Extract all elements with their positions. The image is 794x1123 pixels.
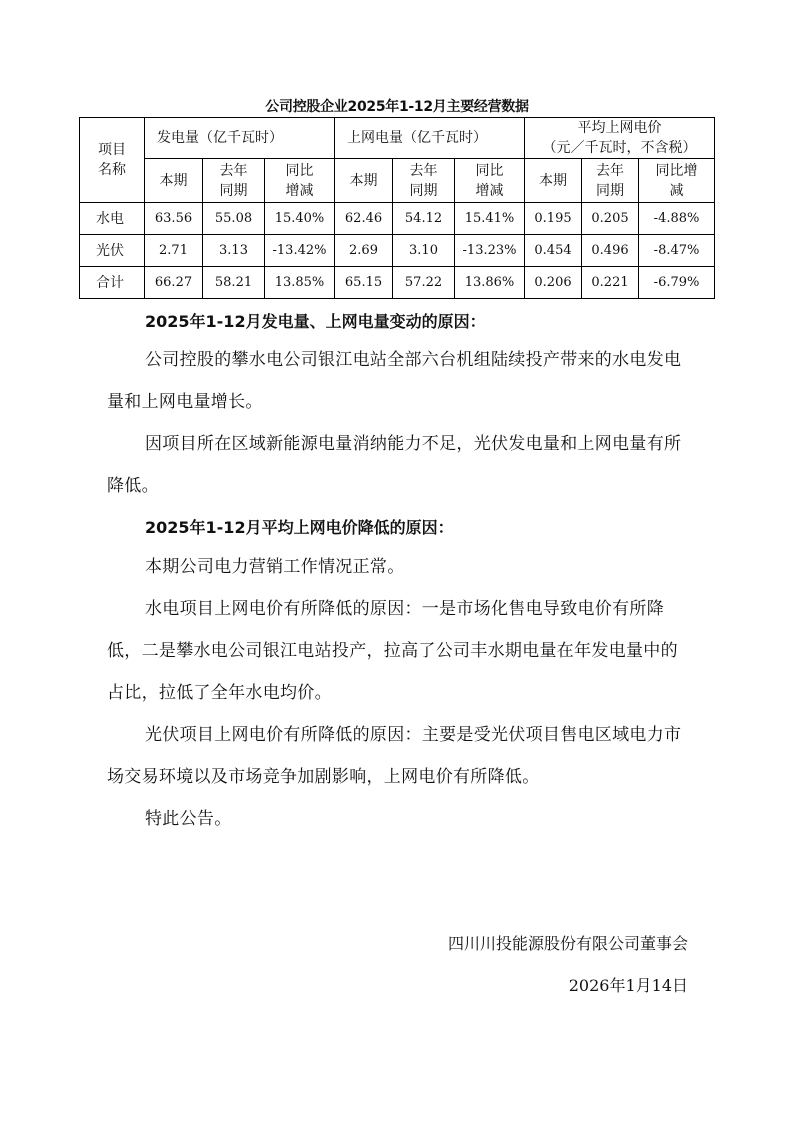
subheader-last-year: 去年 同期	[393, 159, 455, 203]
paragraph-marketing-normal: 本期公司电力营销工作情况正常。	[145, 557, 405, 577]
table-header-row	[80, 118, 715, 159]
cell-price-current: 0.454	[525, 235, 582, 267]
subheader-last-year: 去年 同期	[582, 159, 639, 203]
cell-price-yoy: -8.47%	[639, 235, 715, 267]
cell-price-current: 0.195	[525, 203, 582, 235]
cell-grid-current: 65.15	[335, 267, 393, 299]
table-row	[80, 267, 715, 299]
cell-price-current: 0.206	[525, 267, 582, 299]
cell-price-last: 0.205	[582, 203, 639, 235]
cell-gen-current: 66.27	[145, 267, 203, 299]
subheader-yoy: 同比 增减	[455, 159, 525, 203]
cell-gen-last: 55.08	[203, 203, 265, 235]
cell-gen-current: 63.56	[145, 203, 203, 235]
header-grid-power: 上网电量（亿千瓦时）	[335, 118, 525, 159]
cell-gen-yoy: 15.40%	[265, 203, 335, 235]
cell-grid-last: 3.10	[393, 235, 455, 267]
cell-grid-last: 57.22	[393, 267, 455, 299]
section-heading-price: 2025年1-12月平均上网电价降低的原因：	[145, 518, 454, 537]
cell-grid-current: 2.69	[335, 235, 393, 267]
table-row	[80, 203, 715, 235]
table-title: 公司控股企业2025年1-12月主要经营数据	[265, 99, 529, 115]
cell-grid-yoy: 13.86%	[455, 267, 525, 299]
subheader-current: 本期	[335, 159, 393, 203]
cell-grid-yoy: 15.41%	[455, 203, 525, 235]
table-subheader-row	[80, 159, 715, 203]
cell-price-yoy: -6.79%	[639, 267, 715, 299]
header-generation: 发电量（亿千瓦时）	[145, 118, 335, 159]
paragraph-closing: 特此公告。	[145, 809, 232, 829]
cell-gen-yoy: 13.85%	[265, 267, 335, 299]
cell-gen-current: 2.71	[145, 235, 203, 267]
subheader-yoy: 同比增 减	[639, 159, 715, 203]
header-avg-price: 平均上网电价 （元／千瓦时，不含税）	[525, 118, 715, 159]
cell-grid-last: 54.12	[393, 203, 455, 235]
signature-date: 2026年1月14日	[568, 976, 688, 995]
cell-price-last: 0.496	[582, 235, 639, 267]
cell-gen-last: 58.21	[203, 267, 265, 299]
paragraph-hydro-price: 水电项目上网电价有所降低的原因：一是市场化售电导致电价有所降低，二是攀水电公司银江电站投产，拉高了公司丰水期电量在年发电量中的占比，拉低了全年水电均价。	[107, 599, 678, 703]
row-name: 合计	[80, 267, 145, 299]
subheader-current: 本期	[145, 159, 203, 203]
table-row	[80, 235, 715, 267]
subheader-last-year: 去年 同期	[203, 159, 265, 203]
paragraph-hydro-growth: 公司控股的攀水电公司银江电站全部六台机组陆续投产带来的水电发电量和上网电量增长。	[107, 350, 682, 412]
signature-company: 四川川投能源股份有限公司董事会	[447, 934, 688, 953]
cell-price-last: 0.221	[582, 267, 639, 299]
row-name: 水电	[80, 203, 145, 235]
cell-price-yoy: -4.88%	[639, 203, 715, 235]
header-item-name: 项目 名称	[80, 118, 145, 203]
paragraph-solar-decline: 因项目所在区域新能源电量消纳能力不足，光伏发电量和上网电量有所降低。	[107, 434, 682, 496]
cell-gen-last: 3.13	[203, 235, 265, 267]
cell-grid-yoy: -13.23%	[455, 235, 525, 267]
cell-grid-current: 62.46	[335, 203, 393, 235]
subheader-current: 本期	[525, 159, 582, 203]
cell-gen-yoy: -13.42%	[265, 235, 335, 267]
operating-data-table	[79, 117, 715, 299]
row-name: 光伏	[80, 235, 145, 267]
paragraph-solar-price: 光伏项目上网电价有所降低的原因：主要是受光伏项目售电区域电力市场交易环境以及市场竞争加剧影响，上网电价有所降低。	[107, 725, 682, 787]
subheader-yoy: 同比 增减	[265, 159, 335, 203]
section-heading-volume: 2025年1-12月发电量、上网电量变动的原因：	[145, 312, 486, 331]
